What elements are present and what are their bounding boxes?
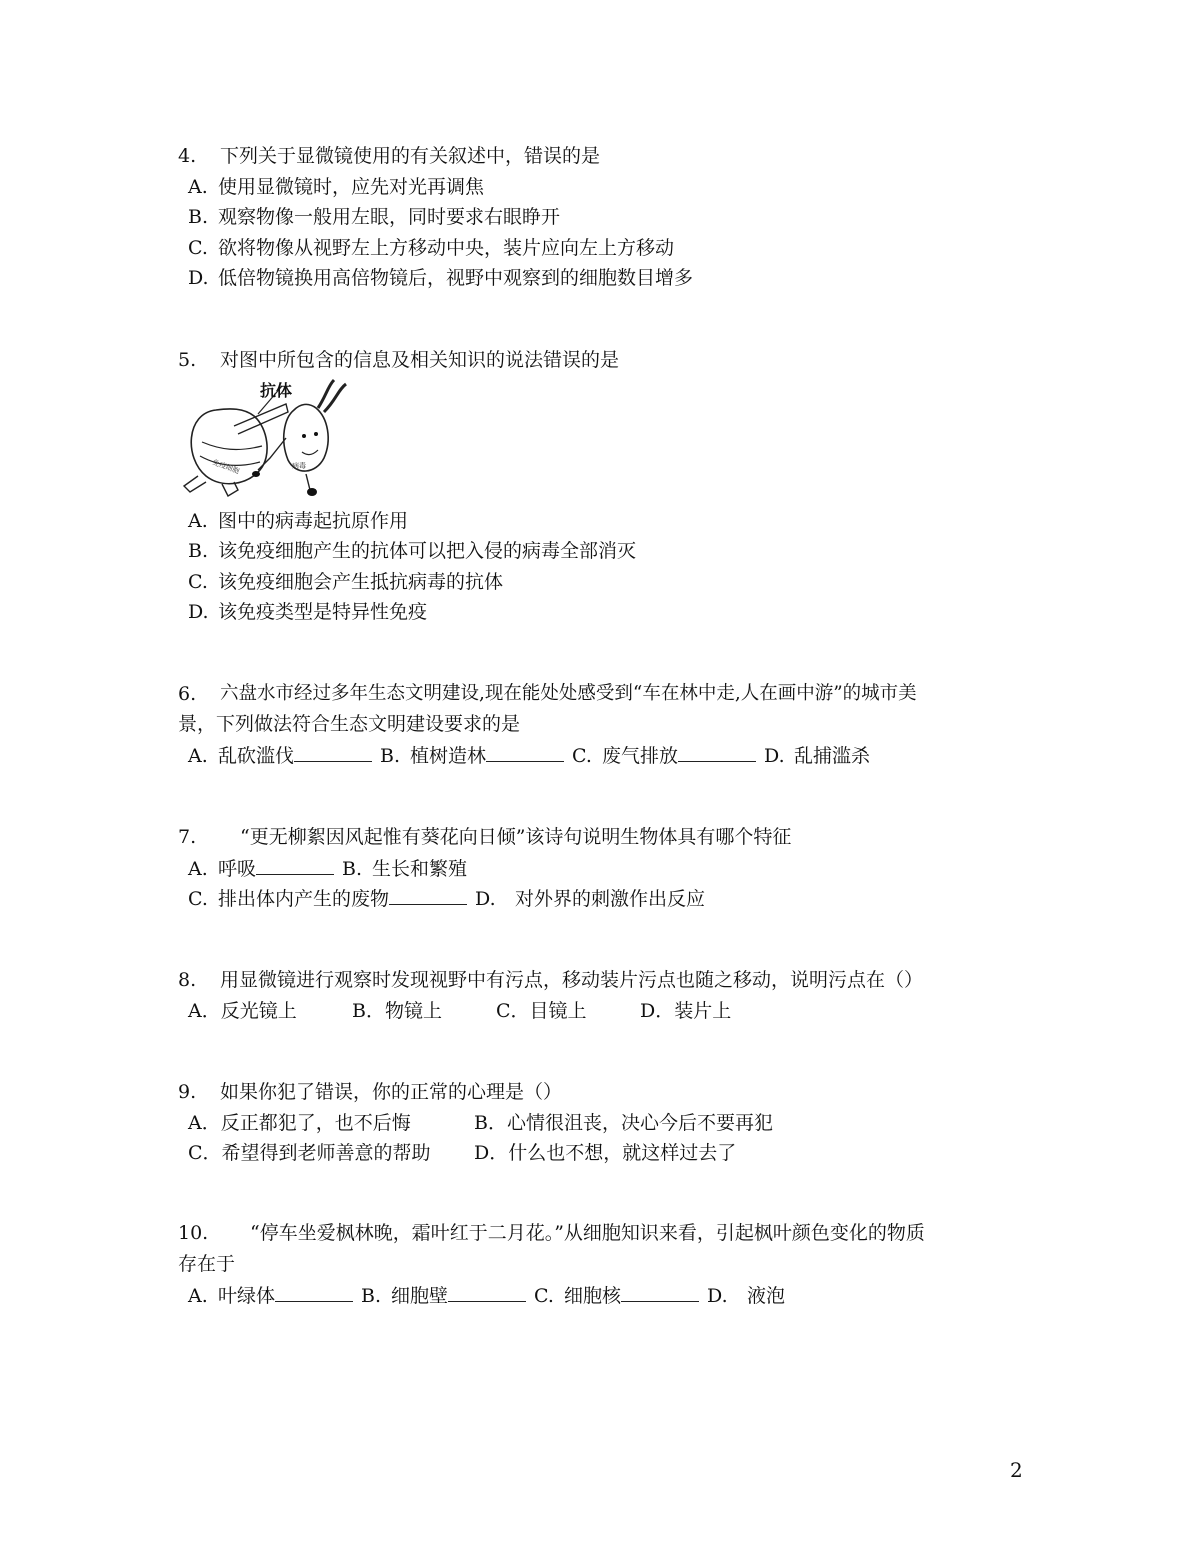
page-number: 2	[1010, 1458, 1023, 1482]
option-b	[188, 539, 636, 563]
question-stem-continued: 存在于	[178, 1253, 236, 1275]
answer-blank	[294, 743, 372, 762]
option-text: 图中的病毒起抗原作用	[218, 510, 409, 532]
option-a	[188, 999, 297, 1023]
option-text: 乱捕滥杀	[794, 745, 871, 767]
antibody-label: 抗体	[260, 381, 293, 400]
option-letter: C．	[188, 1142, 222, 1164]
option-d	[188, 266, 693, 290]
question-number: 10.	[178, 1222, 209, 1244]
question-stem: 六盘水市经过多年生态文明建设,现在能处处感受到“车在林中走,人在画中游”的城市美	[220, 683, 917, 704]
option-letter: D.	[764, 745, 785, 767]
question-number: 4.	[178, 145, 197, 167]
option-letter: C.	[534, 1285, 554, 1307]
option-letter: C．	[496, 1000, 530, 1022]
option-text: 排出体内产生的废物	[218, 888, 390, 910]
option-letter: B.	[188, 206, 209, 228]
options-row	[188, 1283, 785, 1308]
option-text: 物镜上	[384, 1000, 442, 1022]
option-text: 生长和繁殖	[372, 858, 468, 880]
option-text: 什么也不想，就这样过去了	[508, 1142, 737, 1164]
question-number: 9.	[178, 1081, 197, 1103]
option-text: 反正都犯了，也不后悔	[220, 1112, 411, 1134]
option-text: 反光镜上	[220, 1000, 297, 1022]
option-letter: B.	[342, 858, 363, 880]
option-b	[188, 205, 560, 229]
options-row	[188, 856, 467, 881]
option-a	[188, 509, 408, 533]
question-stem: “停车坐爱枫林晚，霜叶红于二月花。”从细胞知识来看，引起枫叶颜色变化的物质	[250, 1222, 925, 1244]
option-b	[474, 1111, 773, 1135]
options-row	[188, 886, 705, 911]
answer-blank	[486, 743, 564, 762]
question-number: 7.	[178, 826, 197, 848]
option-text: 呼吸	[218, 858, 257, 880]
option-c	[496, 999, 587, 1023]
option-letter: C.	[188, 237, 208, 259]
answer-blank	[448, 1283, 526, 1302]
immune-cell-figure	[176, 378, 356, 500]
question-stem-continued: 景，下列做法符合生态文明建设要求的是	[178, 713, 521, 735]
option-letter: B.	[188, 540, 209, 562]
option-letter: A．	[188, 1000, 221, 1022]
option-text: 观察物像一般用左眼，同时要求右眼睁开	[218, 206, 561, 228]
options-row	[188, 743, 870, 768]
option-text: 低倍物镜换用高倍物镜后，视野中观察到的细胞数目增多	[218, 267, 694, 289]
option-text: 使用显微镜时，应先对光再调焦	[218, 176, 485, 198]
option-text: 心情很沮丧，决心今后不要再犯	[506, 1112, 773, 1134]
immune-cell-label: 免疫细胞	[211, 458, 241, 476]
option-text: 废气排放	[602, 745, 679, 767]
answer-blank	[275, 1283, 353, 1302]
option-text: 目镜上	[529, 1000, 587, 1022]
question-stem: “更无柳絮因风起惟有葵花向日倾”该诗句说明生物体具有哪个特征	[240, 826, 792, 848]
question-number: 8.	[178, 969, 197, 991]
option-letter: C.	[188, 571, 208, 593]
option-d	[188, 600, 427, 624]
option-text: 乱砍滥伐	[218, 745, 295, 767]
option-text: 希望得到老师善意的帮助	[221, 1142, 431, 1164]
immune-cell-illustration	[176, 378, 356, 500]
question-stem: 如果你犯了错误，你的正常的心理是（）	[220, 1081, 563, 1103]
option-letter: B.	[380, 745, 401, 767]
answer-blank	[389, 886, 467, 905]
answer-blank	[256, 856, 334, 875]
answer-blank	[678, 743, 756, 762]
question-stem: 下列关于显微镜使用的有关叙述中，错误的是	[220, 145, 601, 167]
option-letter: D．	[474, 1142, 509, 1164]
question-number: 6.	[178, 683, 197, 705]
option-letter: A.	[188, 176, 208, 198]
option-c	[188, 570, 503, 594]
option-letter: D.	[188, 601, 209, 623]
option-letter: D．	[640, 1000, 675, 1022]
option-a	[188, 1111, 411, 1135]
option-d	[640, 999, 731, 1023]
option-letter: D.	[707, 1285, 728, 1307]
option-a	[188, 175, 484, 199]
option-letter: B．	[474, 1112, 507, 1134]
option-letter: B．	[352, 1000, 385, 1022]
option-c	[188, 1141, 431, 1165]
virus-label: 病毒	[292, 462, 306, 470]
option-text: 该免疫类型是特异性免疫	[218, 601, 428, 623]
option-letter: A.	[188, 745, 208, 767]
option-text: 该免疫细胞产生的抗体可以把入侵的病毒全部消灭	[218, 540, 637, 562]
option-text: 液泡	[747, 1285, 786, 1307]
option-letter: D.	[475, 888, 496, 910]
option-letter: A.	[188, 510, 208, 532]
question-stem: 用显微镜进行观察时发现视野中有污点，移动装片污点也随之移动，说明污点在（）	[220, 969, 924, 991]
option-text: 对外界的刺激作出反应	[515, 888, 706, 910]
option-text: 该免疫细胞会产生抵抗病毒的抗体	[218, 571, 504, 593]
option-letter: A．	[188, 1112, 221, 1134]
option-b	[352, 999, 442, 1023]
question-stem: 对图中所包含的信息及相关知识的说法错误的是	[220, 349, 620, 371]
question-number: 5.	[178, 349, 197, 371]
option-text: 装片上	[674, 1000, 732, 1022]
answer-blank	[621, 1283, 699, 1302]
option-text: 细胞核	[564, 1285, 622, 1307]
option-text: 植树造林	[410, 745, 487, 767]
option-letter: A.	[188, 858, 208, 880]
option-c	[188, 236, 674, 260]
option-text: 细胞壁	[391, 1285, 449, 1307]
option-d	[474, 1141, 736, 1165]
option-letter: A.	[188, 1285, 208, 1307]
option-text: 叶绿体	[218, 1285, 276, 1307]
option-letter: D.	[188, 267, 209, 289]
option-letter: C.	[188, 888, 208, 910]
option-letter: C.	[572, 745, 592, 767]
option-text: 欲将物像从视野左上方移动中央，装片应向左上方移动	[218, 237, 675, 259]
option-letter: B.	[361, 1285, 382, 1307]
